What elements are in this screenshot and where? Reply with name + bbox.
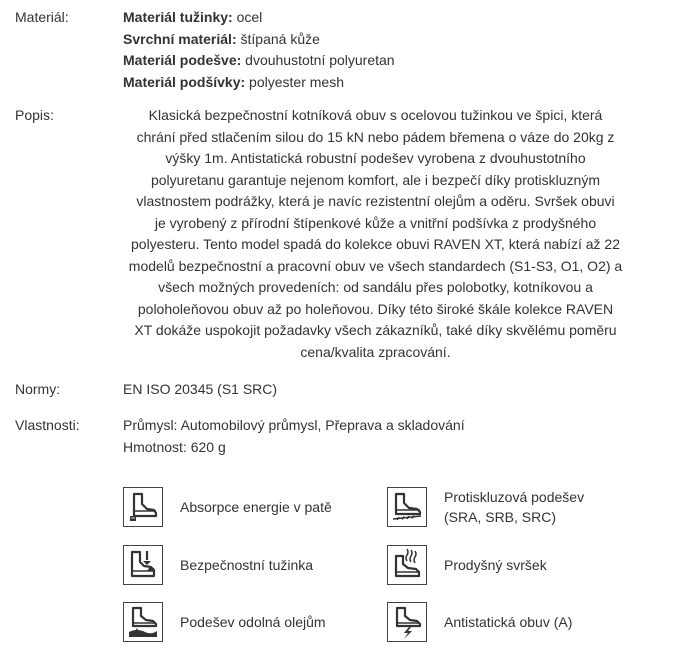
material-row [123, 72, 395, 94]
description-line: vlastnostem podrážky, která je navíc rezistentní olejům a oděru. Svršek obuvi [136, 193, 615, 209]
properties-label: Vlastnosti: [15, 417, 80, 433]
material-list [123, 7, 395, 93]
properties-list [123, 415, 465, 458]
boot-energy-absorption-icon [123, 487, 163, 527]
material-row [123, 29, 395, 51]
feature-antislip-sole [387, 487, 584, 527]
material-value: štípaná kůže [236, 30, 320, 47]
description-line: modelů bezpečnostní a pracovní obuv ve všech standardech (S1-S3, O1, O2) a [128, 257, 623, 274]
feature-safety-toecap [123, 545, 313, 585]
description-line: polyuretanu garantuje nejenom komfort, ale i bezpečí díky protiskluzným [150, 171, 600, 188]
material-key: Materiál tužinky: [123, 9, 233, 25]
material-label: Materiál: [15, 9, 69, 25]
boot-antistatic-icon [387, 602, 427, 642]
boot-breathable-upper-icon [387, 545, 427, 585]
feature-label: Bezpečnostní tužinka [180, 557, 314, 573]
norms-value: EN ISO 20345 (S1 SRC) [123, 381, 278, 397]
description-line: chrání před stlačením silou do 15 kN nebo pádem břemena o váze do 20kg z [136, 128, 615, 145]
material-key: Materiál podšívky: [123, 73, 246, 90]
properties-line: Hmotnost: 620 g [123, 438, 226, 455]
feature-antistatic [387, 602, 572, 642]
properties-line: Průmysl: Automobilový průmysl, Přeprava a skladování [123, 417, 465, 433]
material-key: Materiál podešve: [123, 52, 242, 68]
description-line: XT dokáže uspokojit požadavky všech zákazníků, také díky skvělému poměru [134, 322, 617, 338]
feature-label: Podešev odolná olejům [180, 614, 326, 630]
material-key: Svrchní materiál: [123, 30, 237, 47]
material-value: polyester mesh [245, 73, 344, 90]
feature-label: Protiskluzová podešev [444, 489, 585, 505]
description-line: je vyrobený z přírodní štípenkové kůže a vnitřní podšívka z prodyšného [154, 214, 597, 231]
description-label: Popis: [15, 107, 54, 123]
feature-energy-absorption [123, 487, 332, 527]
description-text [123, 105, 628, 363]
feature-oil-resistant-sole [123, 602, 326, 642]
feature-label: Absorpce energie v patě [180, 499, 332, 515]
material-value: dvouhustotní polyuretan [241, 52, 395, 68]
description-line: výšky 1m. Antistatická robustní podešev vyrobena z dvouhustotního [165, 150, 586, 166]
feature-label: Antistatická obuv (A) [444, 614, 573, 630]
material-row [123, 50, 395, 72]
feature-label-group [444, 487, 584, 527]
description-line: cena/kvalita zpracování. [300, 343, 451, 360]
description-line: poloholeňovou obuv až po holeňovou. Díky této široké škále kolekce RAVEN [137, 300, 614, 317]
norms-label: Normy: [15, 381, 61, 397]
feature-label: Prodyšný svršek [444, 557, 547, 573]
material-value: ocel [232, 9, 263, 25]
description-line: všech možných provedeních: od sandálu přes polobotky, kotníkovou a [158, 279, 593, 295]
boot-antislip-sole-icon [387, 487, 427, 527]
feature-breathable-upper [387, 545, 547, 585]
material-row [123, 7, 395, 29]
description-line: Klasická bezpečnostní kotníková obuv s ocelovou tužinkou ve špici, která [148, 107, 603, 123]
feature-label-sub: (SRA, SRB, SRC) [444, 509, 557, 525]
boot-safety-toecap-icon [123, 545, 163, 585]
boot-oil-resistant-sole-icon [123, 602, 163, 642]
description-line: polyesteru. Tento model spadá do kolekce obuvi RAVEN XT, která nabízí až 22 [131, 236, 620, 252]
